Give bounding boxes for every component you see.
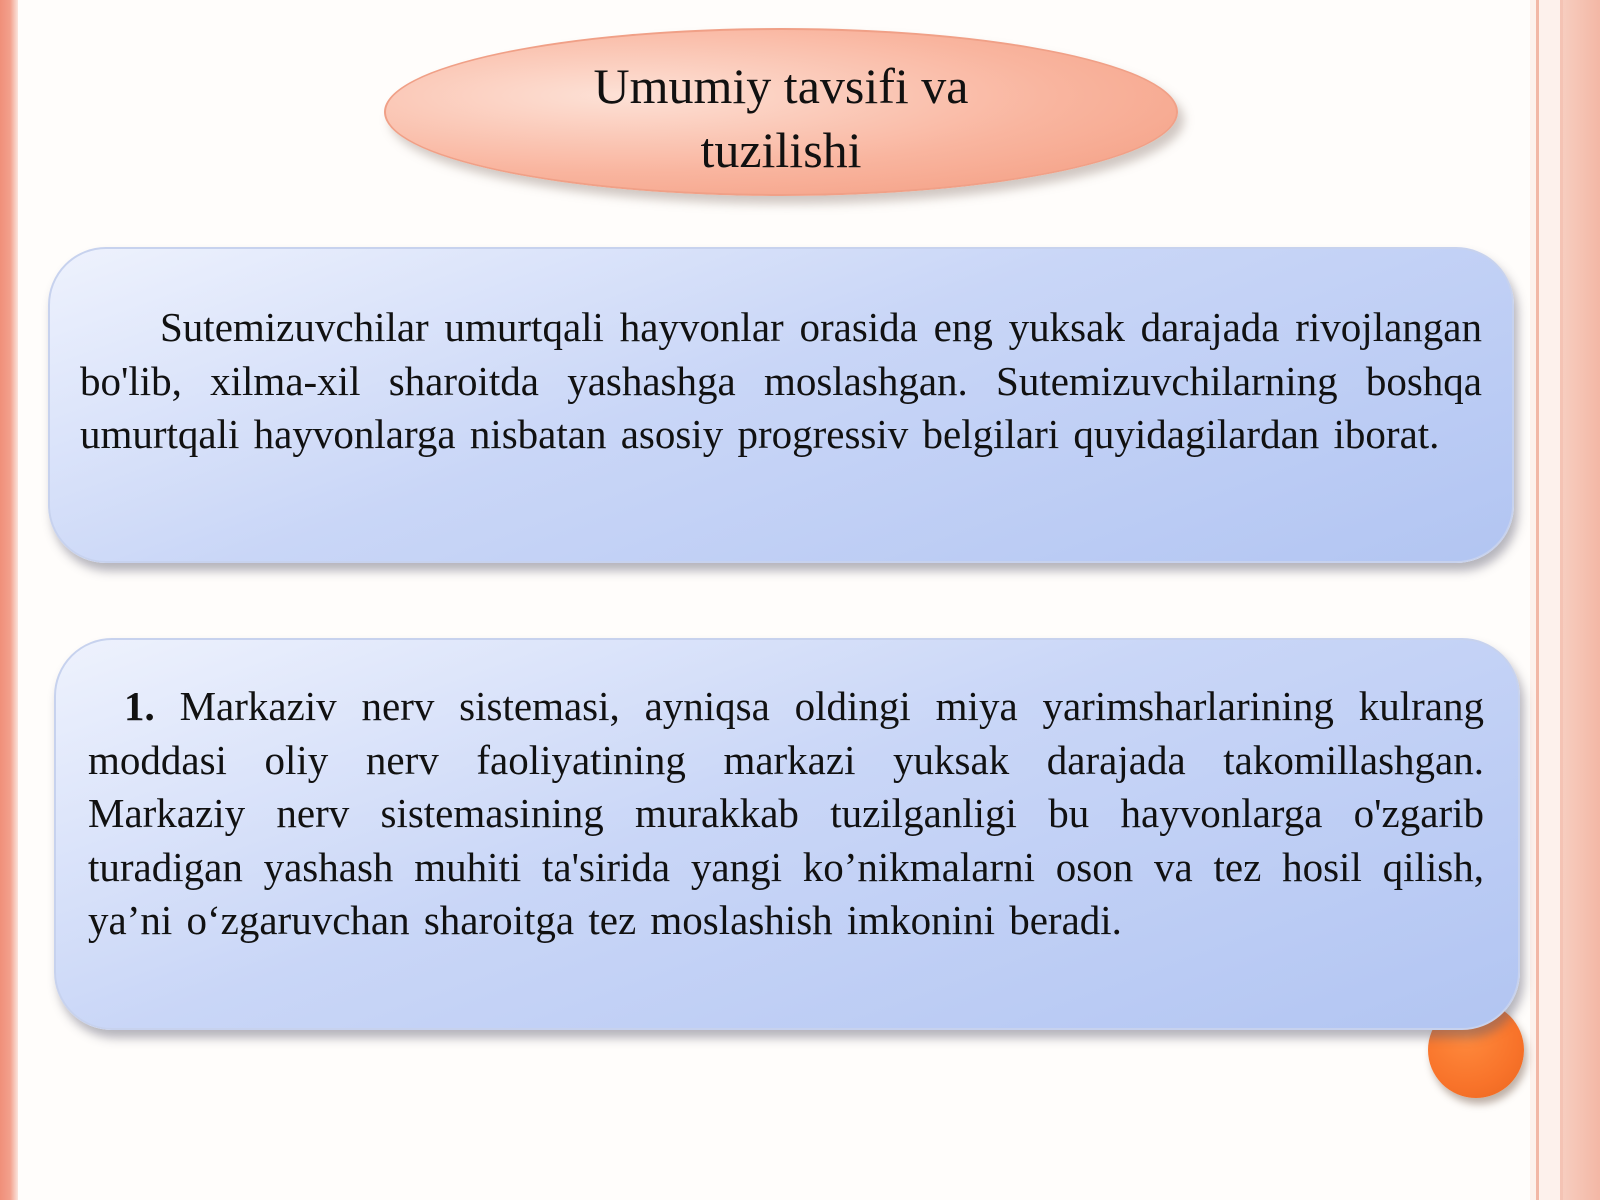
intro-panel (48, 247, 1514, 563)
point-one-panel (54, 638, 1520, 1030)
left-decorative-border (0, 0, 18, 1200)
right-decorative-border (1530, 0, 1600, 1200)
intro-paragraph: Sutemizuvchilar umurtqali hayvonlar orasida eng yuksak darajada rivojlangan bo'lib, xilma-xil sharoitda yashashga moslashgan. Sutemizuvchilarning boshqa umurtqali hayvonlarga nisbatan asosiy progressiv belgilari quyidagilardan iborat. (80, 304, 1482, 457)
point-one-text: Markaziv nerv sistemasi, ayniqsa oldingi miya yarimsharlarining kulrang moddasi oliy nerv faoliyatining markazi yuksak darajada takomillashgan. Markaziy nerv sistemasining murakkab tuzilganligi bu hayvonlarga o'zgarib turadigan yashash muhiti ta'sirida yangi ko’nikmalarni oson va tez hosil qilish, ya’ni o‘zgaruvchan sharoitga tez moslashish imkonini beradi. (88, 683, 1484, 943)
point-one-paragraph (88, 680, 1484, 948)
slide-title: Umumiy tavsifi va tuzilishi (593, 58, 969, 178)
point-number: 1. (124, 683, 155, 729)
